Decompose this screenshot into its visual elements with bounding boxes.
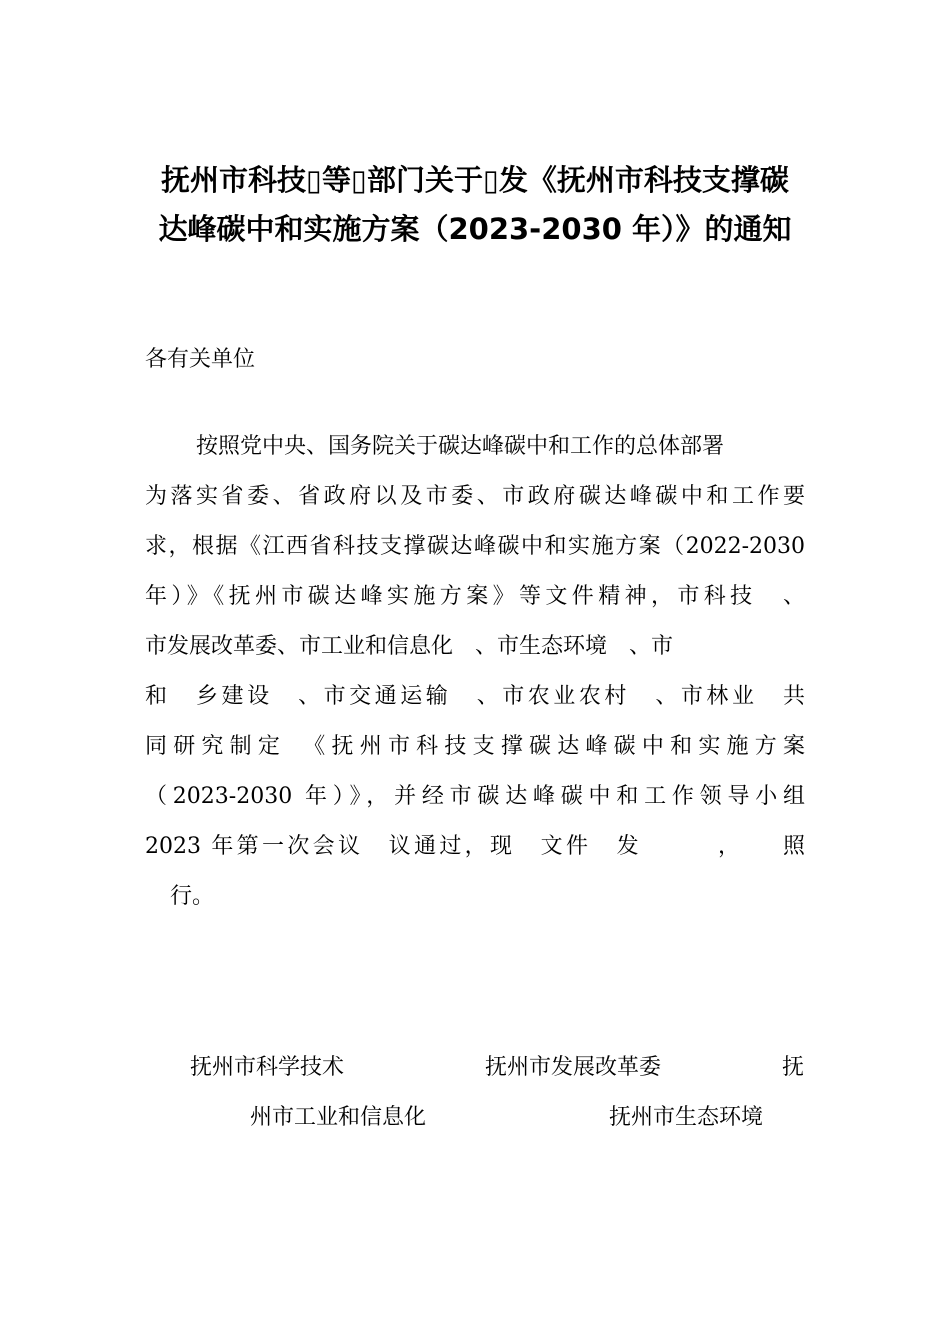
salutation: 各有关单位 [145, 347, 256, 372]
body-line: 为落实省委、省政府以及市委、市政府碳达峰碳中和工作要 [145, 484, 805, 509]
signature-development-commission: 抚州市发展改革委 [485, 1055, 662, 1080]
document-title-line-1: 抚州市科技▯等▯部门关于▯发《抚州市科技支撑碳 [161, 163, 789, 197]
body-line: 市发展改革委、市工业和信息化 、市生态环境 、市 [145, 634, 674, 659]
body-line: 同研究制定 《抚州市科技支撑碳达峰碳中和实施方案 [145, 734, 805, 759]
signature-science-bureau: 抚州市科学技术 [190, 1055, 345, 1080]
body-line: （2023-2030 年）》，并经市碳达峰碳中和工作领导小组 [145, 784, 805, 809]
signature-industry-bureau: 州市工业和信息化 [250, 1105, 427, 1130]
signature-fuzhou-prefix: 抚 [782, 1055, 805, 1080]
body-line: 行。 [170, 884, 215, 909]
body-line: 按照党中央、国务院关于碳达峰碳中和工作的总体部署 [196, 434, 725, 459]
body-line: 和 乡建设 、市交通运输 、市农业农村 、市林业 共 [145, 684, 805, 709]
body-line: 2023 年第一次会议 议通过，现 文件 发 ， 照 [145, 834, 805, 859]
signature-ecology-bureau: 抚州市生态环境 [609, 1105, 764, 1130]
document-title-line-2: 达峰碳中和实施方案（2023-2030 年）》的通知 [158, 212, 792, 246]
body-line: 年）》《抚州市碳达峰实施方案》等文件精神，市科技 、 [145, 584, 805, 609]
body-line: 求，根据《江西省科技支撑碳达峰碳中和实施方案（2022-2030 [145, 534, 805, 559]
